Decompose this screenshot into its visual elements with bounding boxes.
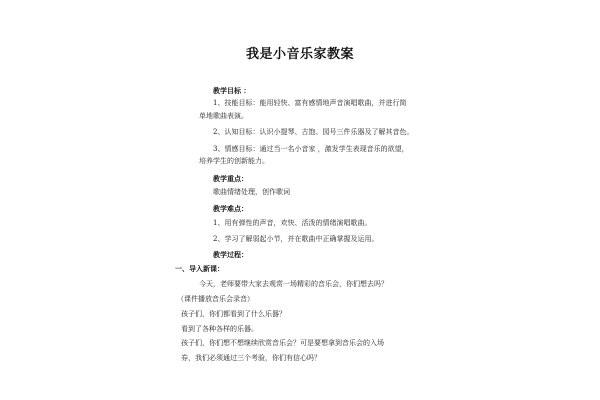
paragraph-2: （课件播放音乐会录音） — [177, 295, 254, 303]
paragraph-4: 看到了各种各样的乐器。 — [181, 325, 258, 333]
goal-1-line-2: 单地歌曲表演。 — [199, 112, 248, 120]
difficulty-1: 1、用有弹性的声音，欢快、活泼的情绪演唱歌曲。 — [213, 219, 372, 227]
goals-heading: 教学目标 ： — [213, 87, 251, 95]
process-heading: 教学过程： — [213, 251, 248, 259]
difficulty-2: 2、学习了解弱起小节，并在歌曲中正确掌握及运用。 — [213, 235, 379, 243]
paragraph-5-line-2: 券，我们必须通过三个考验，你们有信心吗？ — [181, 354, 321, 362]
paragraph-1: 今天，老师要带大家去观赏一场精彩的音乐会，你们想去吗？ — [199, 280, 388, 288]
goal-3-line-2: 培养学生的创新能力。 — [199, 157, 269, 165]
goal-3-line-1: 3、情感目标：通过当一名小音家 ，激发学生表现音乐的欲望， — [213, 145, 409, 153]
goal-1-line-1: 1、技能目标：能用轻快、富有感情地声音演唱歌曲，并进行简 — [213, 99, 407, 107]
goal-2: 2、认知目标：认识小提琴、古饱、园号三件乐器及了解其音色。 — [213, 128, 414, 136]
paragraph-5-line-1: 孩子们，你们想不想继续欣赏音乐会？可是要想拿到音乐会的入场 — [181, 339, 384, 347]
section-1-heading: 一、导入新课： — [175, 265, 224, 273]
difficulties-heading: 教学难点： — [213, 205, 248, 213]
key-points-text: 歌曲情绪处理，创作歌词 — [213, 188, 290, 196]
key-points-heading: 教学重点： — [213, 175, 248, 183]
paragraph-3: 孩子们，你们都看到了什么乐器？ — [181, 310, 286, 318]
document-title: 我是小音乐家教案 — [245, 47, 354, 62]
